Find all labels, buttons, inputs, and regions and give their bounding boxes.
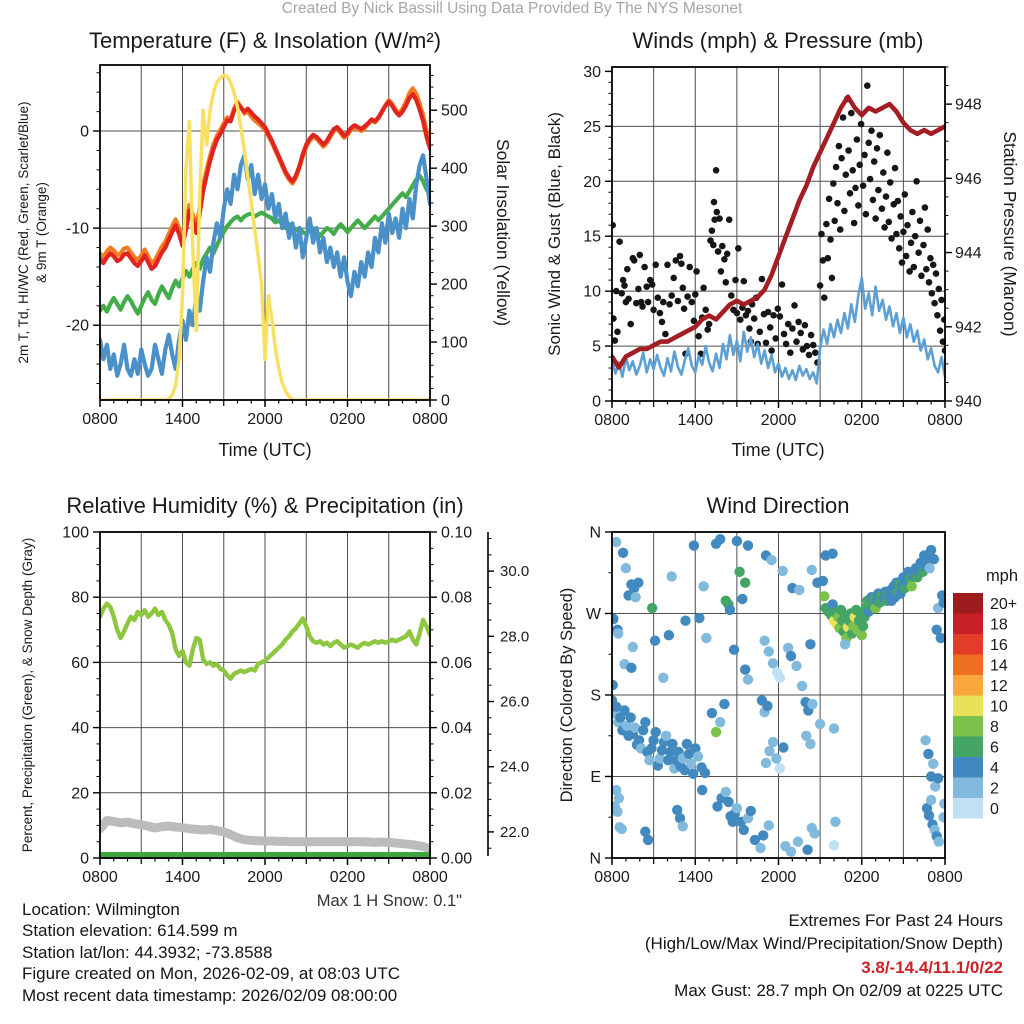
- x-tick-label: 0200: [843, 869, 880, 886]
- colorbar-title: mph: [985, 567, 1019, 585]
- y-left-tick-label: 20: [71, 785, 89, 803]
- y-right-tick-label: 0.04: [441, 720, 473, 738]
- max-snow-note: Max 1 H Snow: 0.1": [316, 892, 462, 910]
- tick-labels: [66, 103, 468, 428]
- x-tick-label: 2000: [247, 411, 283, 428]
- temperature-insolation-chart: [16, 28, 513, 460]
- y-right-tick-label: 944: [955, 245, 982, 263]
- x-tick-label: 0200: [329, 411, 366, 428]
- colorbar-label: 8: [990, 718, 999, 736]
- x-tick-label: 0200: [329, 869, 366, 886]
- y-right-tick-label: 946: [955, 170, 982, 188]
- colorbar-label: 16: [990, 636, 1008, 654]
- colorbar-label: 4: [990, 759, 999, 777]
- snow-scale-tick-label: 30.0: [500, 563, 530, 581]
- y-right-tick-label: 100: [441, 334, 468, 352]
- colorbar-swatch: [953, 655, 983, 676]
- snow-scale-tick-label: 28.0: [500, 628, 530, 646]
- y-left-tick-label: 15: [583, 228, 601, 246]
- colorbar-swatch: [953, 737, 983, 758]
- y-left-tick-label: N: [589, 524, 601, 542]
- x-tick-label: 0800: [82, 411, 118, 428]
- y-left-tick-label: 30: [583, 63, 601, 81]
- x-tick-label: 0800: [594, 869, 630, 886]
- colorbar-label: 0: [990, 800, 999, 818]
- speed-colorbar: [953, 567, 1018, 819]
- x-axis-title: Time (UTC): [218, 440, 312, 460]
- x-tick-label: 1400: [164, 869, 201, 886]
- station-info-block: [22, 899, 400, 1006]
- colorbar-swatch: [953, 696, 983, 717]
- colorbar-swatch: [953, 675, 983, 696]
- snow-scale-tick-label: 24.0: [500, 758, 530, 776]
- x-tick-label: 1400: [677, 869, 714, 886]
- x-tick-label: 2000: [760, 869, 797, 886]
- axes: [93, 532, 494, 865]
- y-right-tick-label: 0.10: [441, 524, 473, 542]
- x-tick-label: 0800: [927, 412, 963, 429]
- y-left-axis-title: Direction (Colored By Speed): [558, 587, 576, 803]
- y-left-axis-title: Sonic Wind & Gust (Blue, Black): [545, 112, 564, 356]
- colorbar-swatch: [953, 593, 983, 614]
- x-tick-label: 0800: [82, 869, 118, 886]
- figure-created: Figure created on Mon, 2026-02-09, at 08:03 UTC: [22, 964, 400, 984]
- y-right-tick-label: 942: [955, 319, 982, 337]
- x-tick-label: 0800: [594, 412, 630, 429]
- wind-direction-chart: [558, 493, 963, 886]
- data-timestamp: Most recent data timestamp: 2026/02/09 08:00:00: [22, 985, 398, 1005]
- y-left-tick-label: 25: [583, 118, 601, 136]
- y-left-axis-title: 2m T, Td, HI/WC (Red, Green, Scarlet/Blue): [16, 101, 31, 364]
- y-right-tick-label: 948: [955, 96, 982, 114]
- x-tick-label: 1400: [164, 411, 201, 428]
- watermark: Created By Nick Bassill Using Data Provided By The NYS Mesonet: [281, 0, 743, 17]
- chart-title: Relative Humidity (%) & Precipitation (in): [66, 493, 464, 518]
- colorbar-swatch: [953, 614, 983, 635]
- colorbar-label: 18: [990, 616, 1008, 634]
- colorbar-swatch: [953, 798, 983, 819]
- y-right-tick-label: 500: [441, 102, 468, 120]
- winds-pressure-chart: [545, 28, 1020, 460]
- y-right-axis-title: Solar Insolation (Yellow): [493, 138, 513, 327]
- y-left-tick-label: N: [589, 850, 601, 868]
- colorbar-label: 20+: [990, 595, 1018, 613]
- colorbar-swatch: [953, 716, 983, 737]
- y-right-tick-label: 0.00: [441, 850, 473, 868]
- colorbar-swatch: [953, 778, 983, 799]
- y-left-tick-label: 100: [62, 524, 89, 542]
- y-left-tick-label: W: [585, 606, 601, 623]
- x-tick-label: 0800: [412, 869, 448, 886]
- y-right-tick-label: 400: [441, 160, 468, 178]
- station-elevation: Station elevation: 614.599 m: [22, 921, 238, 941]
- y-left-tick-label: -10: [65, 220, 89, 238]
- colorbar-label: 14: [990, 657, 1008, 675]
- colorbar-label: 2: [990, 780, 999, 798]
- y-right-tick-label: 0.08: [441, 589, 473, 607]
- station-latlon: Station lat/lon: 44.3932; -73.8588: [22, 942, 273, 962]
- chart-title: Wind Direction: [706, 493, 850, 518]
- max-gust: Max Gust: 28.7 mph On 02/09 at 0225 UTC: [674, 981, 1003, 1001]
- y-right-tick-label: 0: [441, 392, 450, 410]
- y-left-tick-label: S: [590, 687, 601, 705]
- y-left-tick-label: 80: [71, 589, 89, 607]
- x-tick-label: 0800: [927, 869, 963, 886]
- chart-title: Winds (mph) & Pressure (mb): [632, 28, 924, 53]
- colorbar-swatch: [953, 757, 983, 778]
- y-right-tick-label: 0.02: [441, 785, 473, 803]
- chart-title: Temperature (F) & Insolation (W/m²): [88, 28, 442, 53]
- y-left-tick-label: 20: [583, 173, 601, 191]
- y-left-tick-label: E: [590, 769, 601, 786]
- x-tick-label: 0800: [412, 411, 448, 428]
- snow-scale-tick-label: 26.0: [500, 693, 530, 711]
- extremes-values: 3.8/-14.4/11.1/0/22: [861, 957, 1003, 977]
- y-left-tick-label: 60: [71, 654, 89, 672]
- y-right-axis-title: Station Pressure (Maroon): [1000, 131, 1020, 337]
- extremes-subtitle: (High/Low/Max Wind/Precipitation/Snow Depth): [644, 934, 1003, 954]
- x-tick-label: 2000: [247, 869, 283, 886]
- x-tick-label: 2000: [760, 412, 797, 429]
- y-left-tick-label: 5: [592, 338, 601, 356]
- y-right-tick-label: 300: [441, 218, 468, 236]
- x-tick-label: 1400: [677, 412, 714, 429]
- tick-labels: [62, 525, 529, 887]
- colorbar-label: 10: [990, 698, 1008, 716]
- colorbar-label: 12: [990, 677, 1008, 695]
- y-right-tick-label: 0.06: [441, 654, 473, 672]
- x-tick-label: 0200: [843, 412, 880, 429]
- gridlines: [100, 532, 430, 858]
- y-left-tick-label: 0: [592, 393, 601, 411]
- x-axis-title: Time (UTC): [731, 440, 825, 460]
- colorbar-swatch: [953, 634, 983, 655]
- y-left-tick-label: 0: [80, 850, 89, 868]
- y-right-tick-label: 940: [955, 393, 982, 411]
- humidity-precip-chart: [20, 493, 529, 886]
- colorbar-label: 6: [990, 739, 999, 757]
- extremes-title: Extremes For Past 24 Hours: [788, 911, 1003, 930]
- snow-scale-tick-label: 22.0: [500, 823, 530, 841]
- y-left-tick-label: -20: [65, 317, 89, 335]
- station-location: Location: Wilmington: [22, 900, 180, 919]
- extremes-block: [645, 909, 1003, 1003]
- y-left-tick-label: 40: [71, 720, 89, 738]
- y-left-tick-label: 10: [583, 283, 601, 301]
- y-left-axis-title: Percent, Precipitation (Green), & Snow Depth (Gray): [20, 537, 35, 853]
- y-left-tick-label: 0: [80, 123, 89, 141]
- y-left-axis-title: & 9m T (Orange): [34, 182, 49, 283]
- y-right-tick-label: 200: [441, 276, 468, 294]
